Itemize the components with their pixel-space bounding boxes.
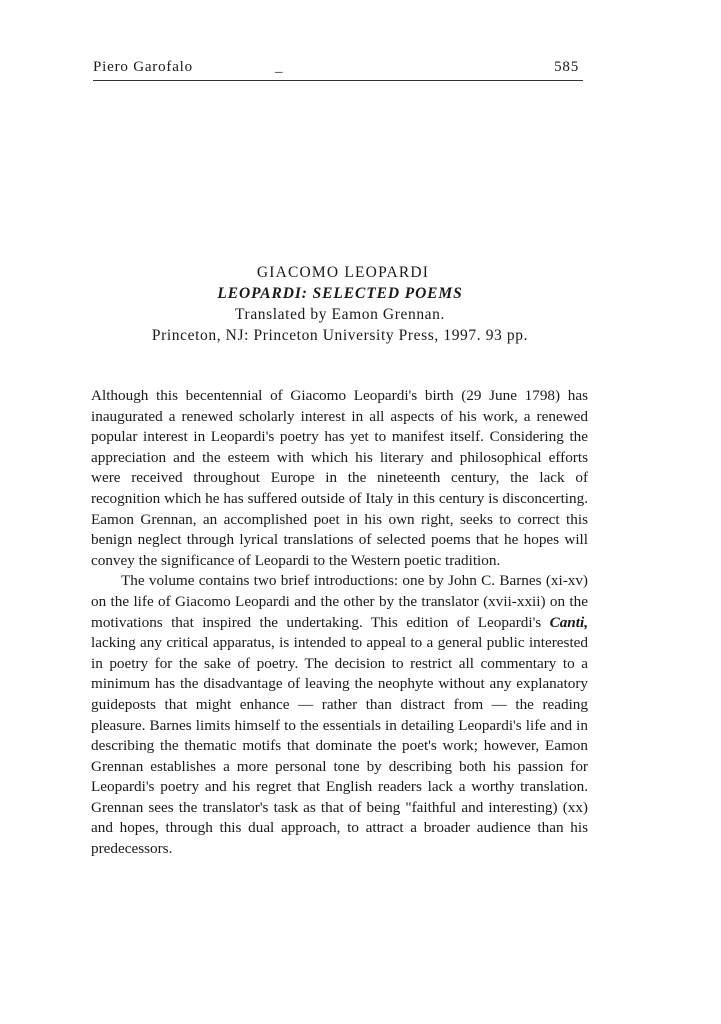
canti-title: Canti, [549,613,588,631]
paragraph-2-start: The volume contains two brief introductions: one by John C. Barnes (xi-xv) on the life of Giacomo Leopardi and the other by the translator (xvii-xxii) on the motivations that inspired the undertaking. This edition of Leopardi's [91,572,588,631]
paragraph-2 [91,571,588,859]
paragraph-2-rest: lacking any critical apparatus, is intended to appeal to a general public interested in poetry for the sake of poetry. The decision to restrict all commentary to a minimum has the disadvantage of leaving the neophyte without any explanatory guideposts that might enhance — rather than distract from — the reading pleasure. Barnes limits himself to the essentials in detailing Leopardi's life and in describing the thematic motifs that dominate the poet's work; however, Eamon Grennan establishes a more personal tone by describing both his passion for Leopardi's poetry and his regret that English readers lack a worthy translation. Grennan sees the translator's task as that of being "faithful and interesting) (xx) and hopes, through this dual approach, to attract a broader audience than his predecessors. [91,634,588,858]
paragraph-1: Although this becentennial of Giacomo Leopardi's birth (29 June 1798) has inaugurated a renewed scholarly interest in all aspects of his work, a renewed popular interest in Leopardi's poetry has yet to manifest itself. Considering the appreciation and the esteem with which his literary and philosophical efforts were received throughout Europe in the nineteenth century, the lack of recognition which he has suffered outside of Italy in this century is disconcerting. Eamon Grennan, an accomplished poet in his own right, seeks to correct this benign neglect through lyrical translations of selected poems that he hopes will convey the significance of Leopardi to the Western poetic tradition. [91,387,588,569]
reviewed-author: GIACOMO LEOPARDI [256,264,430,281]
running-head-author: Piero Garofalo [93,59,193,75]
running-head-separator: _ [275,59,284,75]
review-heading [93,262,587,346]
publication-line: Princeton, NJ: Princeton University Press, 1997. 93 pp. [151,327,529,344]
translator-line: Translated by Eamon Grennan. [235,306,445,323]
review-body [91,386,588,860]
reviewed-book-title: LEOPARDI: SELECTED POEMS [217,285,463,302]
running-head [93,58,583,81]
page-number: 585 [554,59,579,75]
